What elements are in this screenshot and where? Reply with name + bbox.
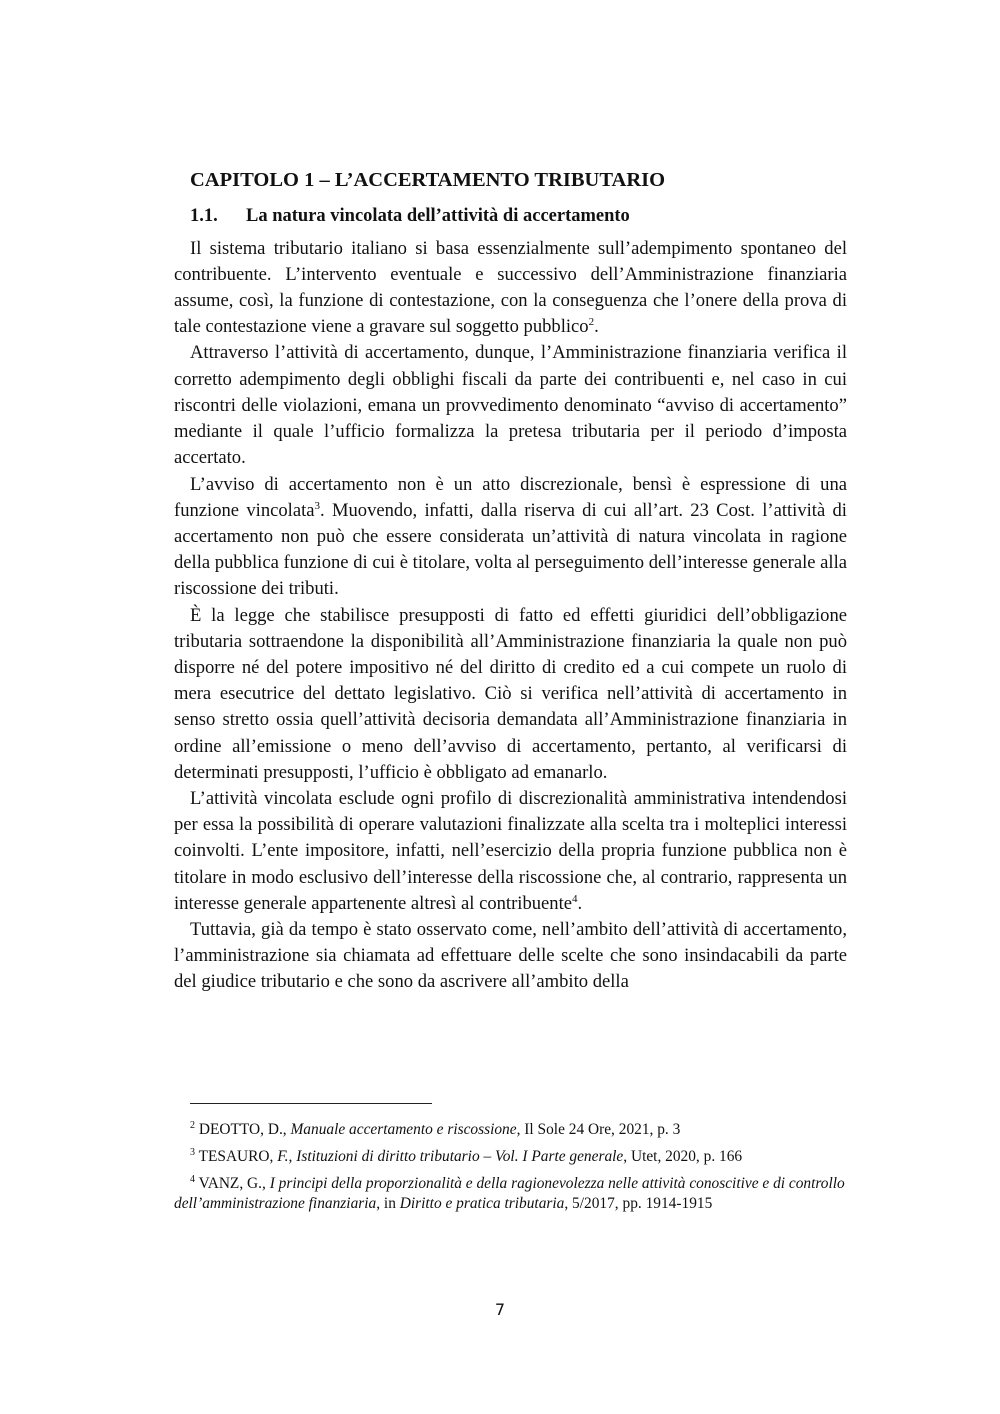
footnote-journal: Diritto e pratica tributaria xyxy=(399,1195,565,1212)
footnote-separator xyxy=(190,1103,432,1104)
section-title: La natura vincolata dell’attività di accertamento xyxy=(246,205,630,226)
footnote-title: F., Istituzioni di diritto tributario – Vol. I Parte generale xyxy=(277,1148,624,1165)
paragraph-2 xyxy=(174,340,847,471)
paragraph-text-after: . Muovendo, infatti, dalla riserva di cui all’art. 23 Cost. l’attività di accertamento non può che essere considerata un’attività di natura vincolata in ragione della pubblica funzione di cui è titolare, volta al perseguimento dell’interesse generale alla riscossione dei tributi. xyxy=(174,499,847,600)
paragraph-5 xyxy=(174,786,847,917)
paragraph-text: L’attività vincolata esclude ogni profilo di discrezionalità amministrativa intendendosi per essa la possibilità di operare valutazioni finalizzate alla scelta tra i molteplici interessi coinvolti. L’ente impositore, infatti, nell’esercizio della propria funzione pubblica non è titolare in modo esclusivo dell’interesse della riscossione che, al contrario, rappresenta un interesse generale appartenente altresì al contribuente xyxy=(174,787,847,914)
section-number: 1.1. xyxy=(190,205,218,226)
footnote-details: , 5/2017, pp. 1914-1915 xyxy=(564,1195,713,1212)
footnote-details: , Il Sole 24 Ore, 2021, p. 3 xyxy=(516,1121,681,1138)
footnote-number: 4 xyxy=(190,1173,195,1185)
footnote-ref-3: 3 xyxy=(314,499,320,512)
paragraph-6 xyxy=(174,917,847,996)
paragraph-4 xyxy=(174,603,847,786)
footnote-title: Manuale accertamento e riscossione xyxy=(290,1121,517,1138)
footnote-details: , Utet, 2020, p. 166 xyxy=(623,1148,743,1165)
paragraph-text-after: . xyxy=(577,892,583,914)
main-content xyxy=(174,168,847,996)
page-number: 7 xyxy=(494,1300,506,1319)
footnote-4 xyxy=(174,1174,847,1214)
paragraph-text: Il sistema tributario italiano si basa essenzialmente sull’adempimento spontaneo del contribuente. L’intervento eventuale e successivo dell’Amministrazione finanziaria assume, così, la funzione di contestazione, con la conseguenza che l’onere della prova di tale contestazione viene a gravare sul soggetto pubblico xyxy=(174,237,847,338)
paragraph-3 xyxy=(174,472,847,603)
footnote-number: 3 xyxy=(190,1146,195,1158)
paragraph-text: Tuttavia, già da tempo è stato osservato come, nell’ambito dell’attività di accertamento, l’amministrazione sia chiamata ad effettuare delle scelte che sono insindacabili da parte del giudice tributario e che sono da ascrivere all’ambito della xyxy=(174,918,847,993)
footnote-2 xyxy=(174,1120,847,1140)
footnote-title: , I principi della proporzionalità e della ragionevolezza nelle attività conoscitive e di controllo dell’amministrazione finanziaria xyxy=(174,1175,845,1212)
footnote-number: 2 xyxy=(190,1119,195,1131)
footnote-connector: , in xyxy=(376,1195,400,1212)
paragraph-text: Attraverso l’attività di accertamento, dunque, l’Amministrazione finanziaria verifica il corretto adempimento degli obblighi fiscali da parte dei contribuenti e, nel caso in cui riscontri delle violazioni, emana un provvedimento denominato “avviso di accertamento” mediante il quale l’ufficio formalizza la pretesa tributaria per il periodo d’imposta accertato. xyxy=(174,342,847,469)
footnote-3 xyxy=(174,1147,847,1167)
footnote-author: TESAURO, xyxy=(198,1148,278,1165)
paragraph-text: L’avviso di accertamento non è un atto discrezionale, bensì è espressione di una funzione vincolata xyxy=(174,473,847,521)
footnote-author: DEOTTO, D., xyxy=(198,1121,291,1138)
section-heading xyxy=(190,204,847,228)
footnotes xyxy=(174,1103,847,1221)
footnote-ref-2: 2 xyxy=(588,316,595,329)
footnote-ref-4: 4 xyxy=(572,892,578,905)
paragraph-text: È la legge che stabilisce presupposti di fatto ed effetti giuridici dell’obbligazione tributaria sottraendone la disponibilità all’Amministrazione finanziaria la quale non può disporre né del potere impositivo né del diritto di credito ed a cui compete un ruolo di mera esecutrice del dettato legislativo. Ciò si verifica nell’attività di accertamento in senso stretto ossia quell’attività decisoria demandata all’Amministrazione finanziaria in ordine all’emissione o meno dell’avviso di accertamento, pertanto, al verificarsi di determinati presupposti, l’ufficio è obbligato ad emanarlo. xyxy=(174,604,847,783)
footnote-author: VANZ, G. xyxy=(198,1175,262,1192)
paragraph-text-after: . xyxy=(594,316,599,338)
paragraph-1 xyxy=(174,236,847,341)
chapter-title: CAPITOLO 1 – L’ACCERTAMENTO TRIBUTARIO xyxy=(190,169,666,191)
